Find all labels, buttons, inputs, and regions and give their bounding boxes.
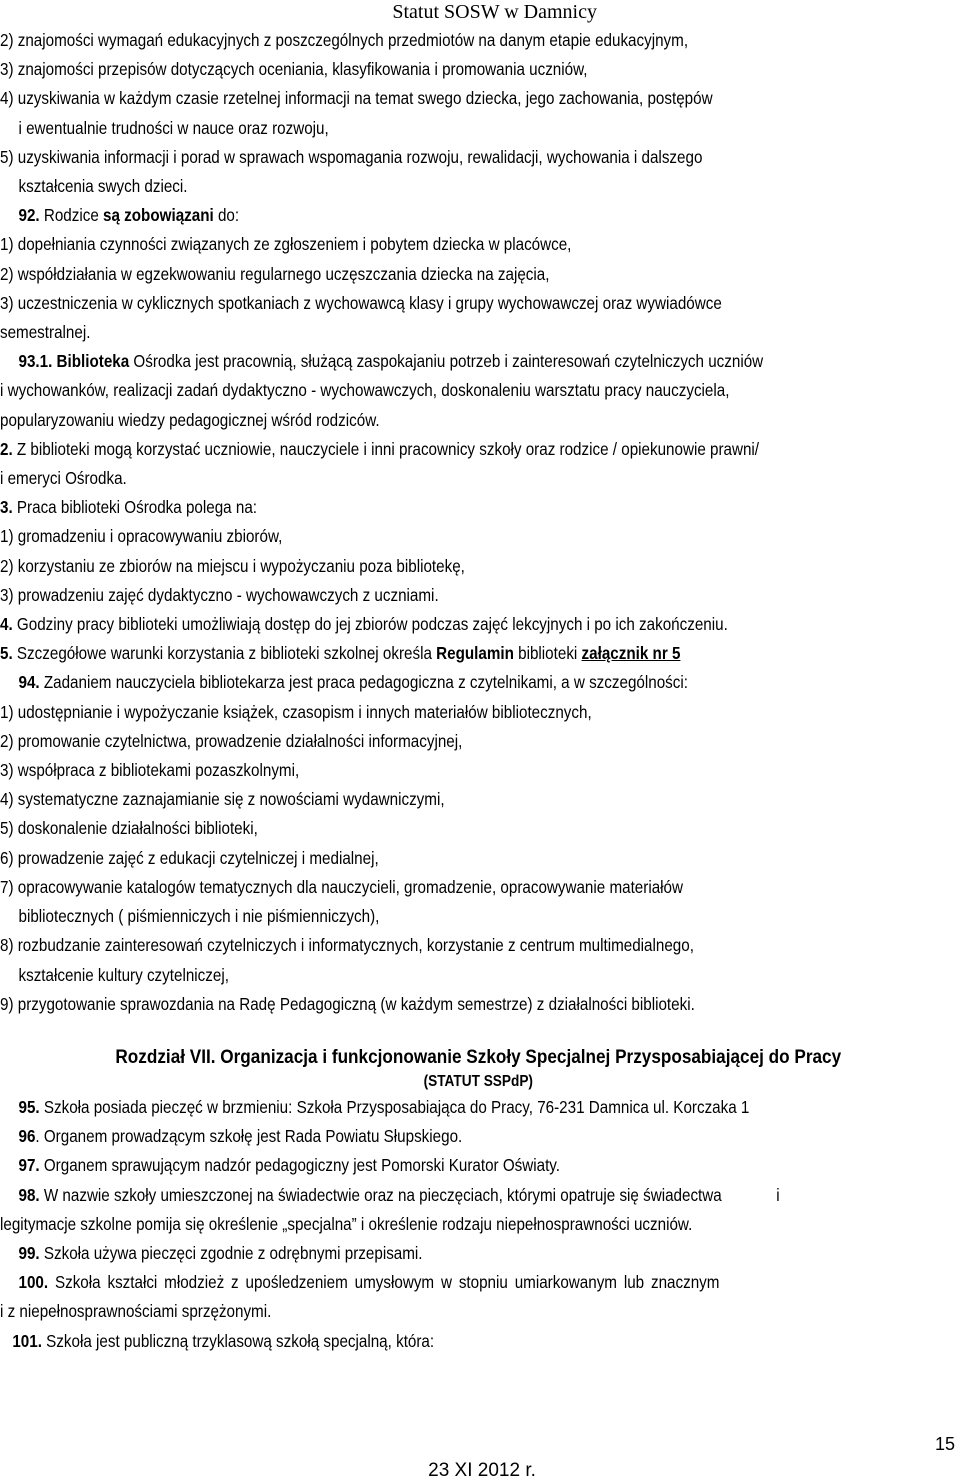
list-item: semestralnej. — [0, 322, 91, 343]
text-line: bibliotecznych ( piśmienniczych i nie piśmienniczych), — [18, 906, 380, 927]
section-92: 92. Rodzice są zobowiązani do: — [18, 205, 240, 226]
text-line: popularyzowaniu wiedzy pedagogicznej wśród rodziców. — [0, 409, 380, 430]
list-item: 3) prowadzeniu zajęć dydaktyczno - wychowawczych z uczniami. — [0, 584, 439, 605]
list-item: 7) opracowywanie katalogów tematycznych dla nauczycieli, gromadzenie, opracowywanie materiałów — [0, 876, 683, 897]
paragraph-5: 5. Szczegółowe warunki korzystania z biblioteki szkolnej określa Regulamin biblioteki załącznik nr 5 — [0, 643, 681, 664]
section-95: 95. Szkoła posiada pieczęć w brzmieniu: Szkoła Przysposabiająca do Pracy, 76-231 Damnica ul. Korczaka 1 — [18, 1096, 750, 1117]
section-97: 97. Organem sprawującym nadzór pedagogiczny jest Pomorski Kurator Oświaty. — [18, 1155, 560, 1176]
list-item: 4) systematyczne zaznajamianie się z nowościami wydawniczymi, — [0, 789, 445, 810]
list-item: 1) gromadzeniu i opracowywaniu zbiorów, — [0, 526, 283, 547]
section-99: 99. Szkoła używa pieczęci zgodnie z odrębnymi przepisami. — [18, 1242, 423, 1263]
section-98: 98. W nazwie szkoły umieszczonej na świadectwie oraz na pieczęciach, którymi opatruje się świadectwa i — [18, 1184, 780, 1205]
list-item: 1) udostępnianie i wypożyczanie książek, czasopism i innych materiałów bibliotecznych, — [0, 701, 592, 722]
section-93: 93.1. Biblioteka Ośrodka jest pracownią, służącą zaspokajaniu potrzeb i zainteresowań czytelniczych uczniów — [18, 351, 764, 372]
page-number: 15 — [934, 1434, 955, 1454]
section-94: 94. Zadaniem nauczyciela bibliotekarza jest praca pedagogiczna z czytelnikami, a w szczególności: — [18, 672, 688, 693]
text-line: 2) znajomości wymagań edukacyjnych z poszczególnych przedmiotów na danym etapie edukacyjnym, — [0, 30, 689, 50]
text-line: kształcenie kultury czytelniczej, — [18, 964, 229, 985]
text-line: kształcenia swych dzieci. — [18, 176, 188, 197]
paragraph-4: 4. Godziny pracy biblioteki umożliwiają dostęp do jej zbiorów podczas zajęć lekcyjnych i po ich zakończeniu. — [0, 614, 728, 635]
list-item: 3) współpraca z bibliotekami pozaszkolnymi, — [0, 760, 300, 781]
list-item: 5) doskonalenie działalności biblioteki, — [0, 818, 258, 839]
page-footer-date: 23 XI 2012 r. — [428, 1460, 536, 1481]
chapter-subtitle: (STATUT SSPdP) — [423, 1072, 533, 1090]
list-item: 2) współdziałania w egzekwowaniu regularnego uczęszczania dziecka na zajęcia, — [0, 263, 550, 284]
text-line: i emeryci Ośrodka. — [0, 468, 127, 489]
text-line: 3) znajomości przepisów dotyczących oceniania, klasyfikowania i promowania uczniów, — [0, 59, 588, 80]
section-number: 94. — [18, 672, 40, 693]
section-101: 101. Szkoła jest publiczną trzyklasową szkołą specjalną, która: — [12, 1330, 435, 1351]
text-line: i wychowanków, realizacji zadań dydaktyczno - wychowawczych, doskonaleniu warsztatu pracy nauczyciela, — [0, 380, 730, 401]
paragraph-3: 3. Praca biblioteki Ośrodka polega na: — [0, 497, 258, 518]
list-item: 2) korzystaniu ze zbiorów na miejscu i wypożyczaniu poza bibliotekę, — [0, 555, 465, 576]
text-line: 4) uzyskiwania w każdym czasie rzetelnej informacji na temat swego dziecka, jego zachowania, postępów — [0, 88, 713, 109]
list-item: 8) rozbudzanie zainteresowań czytelniczych i informatycznych, korzystanie z centrum multimedialnego, — [0, 935, 694, 956]
section-number: 93.1. — [18, 351, 53, 372]
text-line: legitymacje szkolne pomija się określenie „specjalna” i określenie rodzaju niepełnosprawności uczniów. — [0, 1213, 693, 1234]
attachment-link: załącznik nr 5 — [581, 643, 681, 664]
section-100: 100. Szkoła kształci młodzież z upośledzeniem umysłowym w stopniu umiarkowanym lub znacznym — [18, 1272, 720, 1293]
list-item: 6) prowadzenie zajęć z edukacji czytelniczej i medialnej, — [0, 847, 379, 868]
list-item: 2) promowanie czytelnictwa, prowadzenie działalności informacyjnej, — [0, 730, 463, 751]
page-header: Statut SOSW w Damnicy — [392, 1, 597, 23]
paragraph-2: 2. Z biblioteki mogą korzystać uczniowie, nauczyciele i inni pracownicy szkoły oraz rodzice / opiekunowie prawni/ — [0, 438, 760, 459]
document-body — [0, 26, 957, 1356]
list-item: 3) uczestniczenia w cyklicznych spotkaniach z wychowawcą klasy i grupy wychowawczej oraz wywiadówce — [0, 292, 722, 313]
list-item: 1) dopełniania czynności związanych ze zgłoszeniem i pobytem dziecka w placówce, — [0, 234, 572, 255]
section-number: 92. — [18, 205, 40, 226]
text-line: i z niepełnosprawnościami sprzężonymi. — [0, 1301, 272, 1322]
text-line: 5) uzyskiwania informacji i porad w sprawach wspomagania rozwoju, rewalidacji, wychowania i dalszego — [0, 146, 703, 167]
section-96: 96. Organem prowadzącym szkołę jest Rada Powiatu Słupskiego. — [18, 1126, 463, 1147]
list-item: 9) przygotowanie sprawozdania na Radę Pedagogiczną (w każdym semestrze) z działalności biblioteki. — [0, 993, 695, 1014]
chapter-title: Rozdział VII. Organizacja i funkcjonowanie Szkoły Specjalnej Przysposabiającej do Pracy — [115, 1045, 842, 1068]
text-line: i ewentualnie trudności w nauce oraz rozwoju, — [18, 117, 329, 138]
